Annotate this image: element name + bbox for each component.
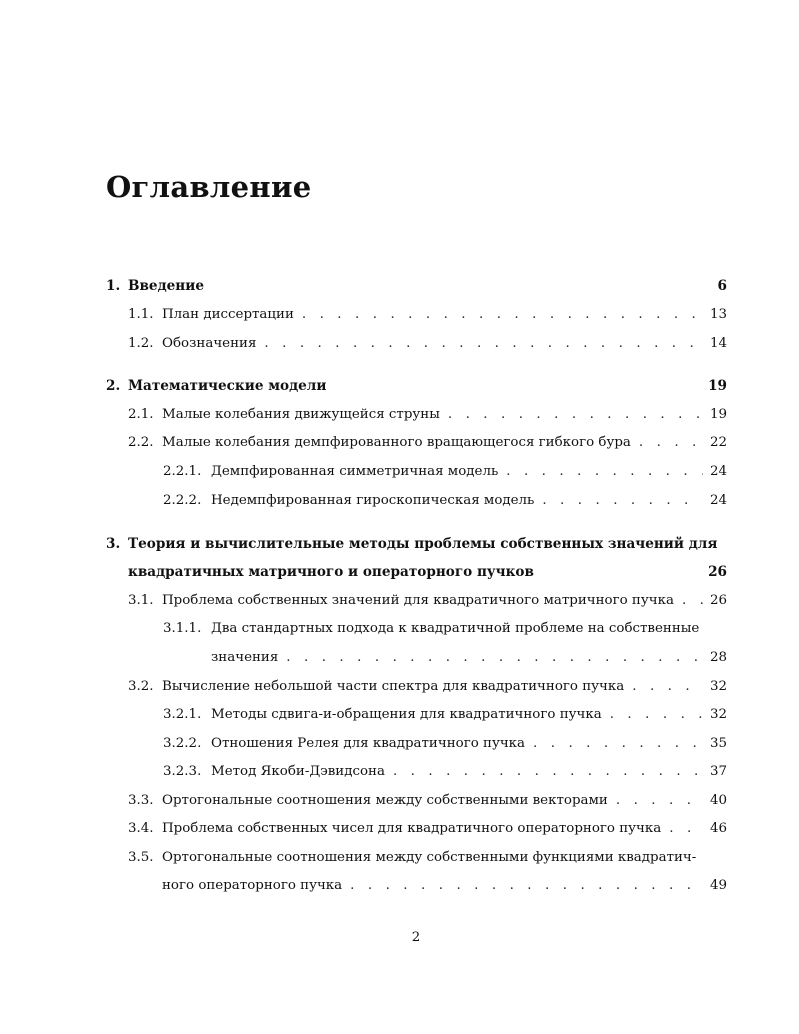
toc-section-2-1[interactable] (128, 406, 727, 424)
toc-entry-title: Обозначения (162, 336, 257, 351)
toc-dot-leader (350, 877, 703, 895)
toc-entry-number: 3.1.1. (163, 621, 202, 636)
toc-entry-number: 3.3. (128, 793, 154, 808)
toc-subsection-3-2-3[interactable] (163, 763, 727, 781)
toc-entry-number: 3. (106, 536, 121, 552)
toc-entry-number: 3.2.2. (163, 736, 202, 751)
toc-entry-page: 24 (709, 464, 727, 479)
toc-entry-title: Ортогональные соотношения между собственными функциями квадратич- (162, 850, 697, 865)
toc-subsection-2-2-2[interactable] (163, 492, 727, 510)
toc-entry-page: 19 (708, 378, 727, 394)
toc-entry-title-continued: значения (211, 650, 279, 665)
toc-dot-leader (448, 406, 703, 424)
toc-dot-leader (639, 434, 703, 452)
toc-entry-page: 14 (709, 336, 727, 351)
toc-entry-page: 32 (709, 679, 727, 694)
toc-entry-page: 46 (709, 821, 727, 836)
toc-entry-page: 32 (709, 707, 727, 722)
toc-entry-title: Метод Якоби-Дэвидсона (211, 764, 385, 779)
toc-entry-title: Введение (128, 278, 204, 294)
toc-subsection-3-1-1-line-1[interactable] (163, 620, 699, 638)
toc-entry-page: 22 (709, 435, 727, 450)
toc-dot-leader (302, 306, 703, 324)
toc-entry-page: 37 (709, 764, 727, 779)
toc-chapter-1[interactable] (106, 277, 727, 295)
toc-entry-number: 3.1. (128, 593, 154, 608)
toc-dot-leader (542, 492, 703, 510)
toc-chapter-3-line-1[interactable] (106, 535, 717, 553)
toc-entry-title: Демпфированная симметричная модель (211, 464, 499, 479)
toc-subsection-3-1-1-line-2[interactable] (211, 649, 727, 667)
toc-entry-page: 13 (709, 307, 727, 322)
toc-dot-leader (610, 706, 703, 724)
toc-section-3-3[interactable] (128, 792, 727, 810)
toc-entry-number: 2.2.1. (163, 464, 202, 479)
toc-dot-leader (616, 792, 703, 810)
toc-dot-leader (286, 649, 703, 667)
toc-entry-page: 6 (717, 278, 727, 294)
toc-section-2-2[interactable] (128, 434, 727, 452)
toc-chapter-2[interactable] (106, 377, 727, 395)
toc-dot-leader (264, 335, 703, 353)
toc-entry-page: 35 (709, 736, 727, 751)
toc-section-3-1[interactable] (128, 592, 727, 610)
toc-entry-title: Ортогональные соотношения между собственными векторами (162, 793, 608, 808)
toc-entry-page: 19 (709, 407, 727, 422)
toc-entry-number: 3.5. (128, 850, 154, 865)
toc-entry-page: 49 (709, 878, 727, 893)
toc-entry-number: 1.2. (128, 336, 154, 351)
toc-entry-page: 26 (709, 593, 727, 608)
toc-section-3-2[interactable] (128, 678, 727, 696)
toc-section-3-5-line-2[interactable] (162, 877, 727, 895)
toc-entry-page: 24 (709, 493, 727, 508)
toc-entry-number: 3.2. (128, 679, 154, 694)
toc-entry-number: 2. (106, 378, 121, 394)
toc-dot-leader (669, 820, 703, 838)
toc-entry-page: 40 (709, 793, 727, 808)
toc-entry-title: Два стандартных подхода к квадратичной проблеме на собственные (211, 621, 700, 636)
toc-dot-leader (682, 592, 703, 610)
toc-entry-title-continued: ного операторного пучка (162, 878, 343, 893)
toc-entry-title: Малые колебания демпфированного вращающегося гибкого бура (162, 435, 631, 450)
toc-subsection-3-2-2[interactable] (163, 735, 727, 753)
page-title: Оглавление (106, 170, 312, 204)
toc-chapter-3-line-2[interactable] (128, 563, 727, 581)
toc-dot-leader (632, 678, 703, 696)
toc-entry-number: 2.2.2. (163, 493, 202, 508)
page-number: 2 (411, 930, 421, 945)
toc-entry-number: 3.4. (128, 821, 154, 836)
toc-entry-title: Вычисление небольшой части спектра для квадратичного пучка (162, 679, 625, 694)
toc-entry-number: 1. (106, 278, 121, 294)
toc-entry-title: Проблема собственных значений для квадратичного матричного пучка (162, 593, 674, 608)
toc-subsection-3-2-1[interactable] (163, 706, 727, 724)
toc-section-3-5-line-1[interactable] (128, 849, 696, 867)
toc-entry-title: Недемпфированная гироскопическая модель (211, 493, 535, 508)
toc-entry-title: Методы сдвига-и-обращения для квадратичного пучка (211, 707, 602, 722)
toc-dot-leader (533, 735, 703, 753)
toc-section-1-1[interactable] (128, 306, 727, 324)
toc-entry-title: Малые колебания движущейся струны (162, 407, 440, 422)
toc-section-1-2[interactable] (128, 335, 727, 353)
toc-entry-title: Проблема собственных чисел для квадратичного операторного пучка (162, 821, 662, 836)
toc-dot-leader (506, 463, 703, 481)
toc-entry-title: Теория и вычислительные методы проблемы собственных значений для (128, 536, 718, 552)
toc-dot-leader (393, 763, 703, 781)
toc-entry-title: Отношения Релея для квадратичного пучка (211, 736, 526, 751)
toc-entry-number: 1.1. (128, 307, 154, 322)
toc-entry-page: 26 (708, 564, 727, 580)
toc-entry-number: 3.2.3. (163, 764, 202, 779)
toc-section-3-4[interactable] (128, 820, 727, 838)
toc-entry-page: 28 (709, 650, 727, 665)
toc-subsection-2-2-1[interactable] (163, 463, 727, 481)
toc-entry-title: Математические модели (128, 378, 327, 394)
toc-entry-number: 2.1. (128, 407, 154, 422)
toc-entry-title-continued: квадратичных матричного и операторного пучков (128, 564, 534, 580)
toc-entry-number: 2.2. (128, 435, 154, 450)
toc-entry-number: 3.2.1. (163, 707, 202, 722)
toc-entry-title: План диссертации (162, 307, 294, 322)
